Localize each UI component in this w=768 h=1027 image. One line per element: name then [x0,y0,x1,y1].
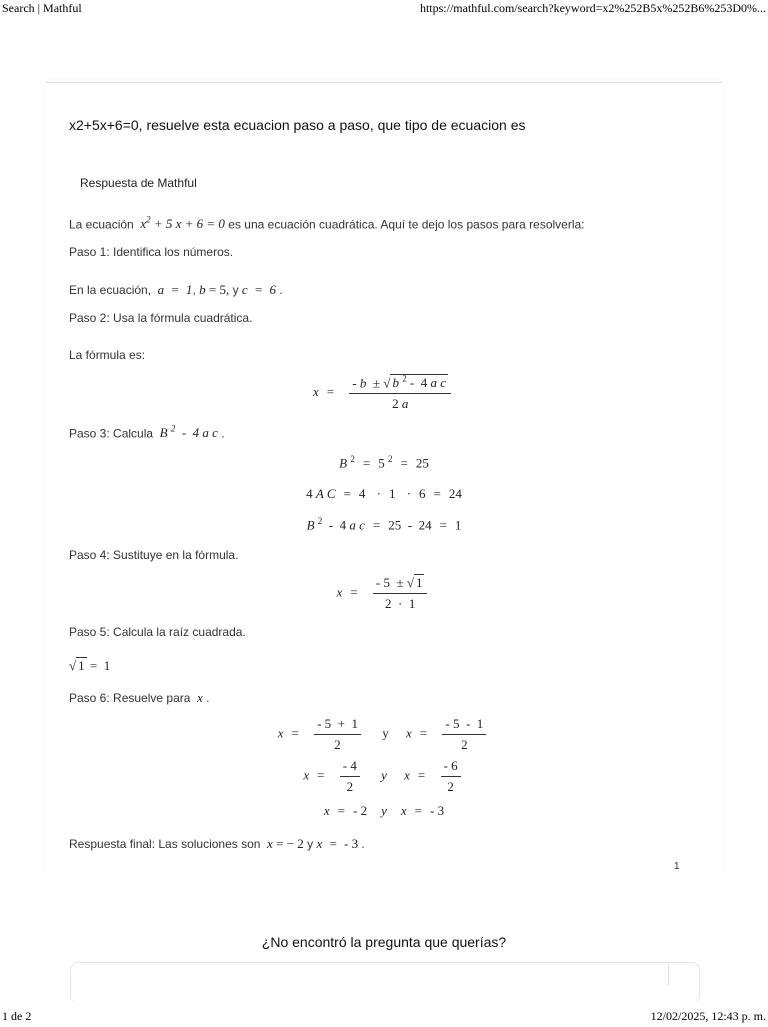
not-found-heading: ¿No encontró la pregunta que querías? [261,934,507,950]
print-url: https://mathful.com/search?keyword=x2%252B5x%252B6%253D0%... [419,1,766,15]
calc-b-squared: B $^2$ = 5 $^2$ = 25 [339,454,429,471]
sqrt-result: √ 1 = 1 [69,658,111,673]
intro-line [69,215,585,232]
final-answer-label: Respuesta final: Las soluciones son [69,837,261,851]
step-5: Paso 5: Calcula la raíz cuadrada. [69,625,246,639]
step-2: Paso 2: Usa la fórmula cuadrática. [69,311,253,325]
calc-4ac: 4 A C = 4 · 1 · 6 = 24 [306,486,462,501]
substituted-formula: x = $\frac{- 5 \pm √ 1}{2 \cdot 1}$ [0,575,768,612]
equation-inline: $x^2 + 5$ x + 6 = 0 [137,215,225,232]
new-question-input[interactable] [70,962,700,1003]
step-3: Paso 3: Calcula B $^2$ - 4 a c . [69,424,225,441]
solve-split: x = $\frac{- 5 + 1}{2}$ y x = $\frac{- 5 - 1}{2}$ [0,716,768,753]
page-number: 1 [674,861,680,872]
print-title: Search | Mathful [2,1,82,15]
print-datetime: 12/02/2025, 12:43 p. m. [650,1009,766,1023]
step-6-label: Paso 6: Resuelve para [69,691,191,705]
step-4: Paso 4: Sustituye en la fórmula. [69,548,239,562]
step-3-label: Paso 3: Calcula [69,426,154,441]
question-text: x2+5x+6=0, resuelve esta ecuacion paso a paso, que tipo de ecuacion es [69,117,526,133]
quadratic-formula: x = $\frac{- b \pm √ b ^2 - 4 a c}{2 a}$ [0,374,768,412]
print-footer [0,1009,768,1027]
solve-fractions: x = $\frac{- 4}{2}$ y x = $\frac{- 6}{2}$ [0,758,768,795]
step-1: Paso 1: Identifica los números. [69,245,234,259]
solve-results: x = - 2 y x = - 3 [323,803,445,818]
print-header [0,1,768,19]
input-divider [668,963,669,985]
final-answer: Respuesta final: Las soluciones son x = − 2 y x = - 3 . [69,836,365,851]
step-1-detail: En la ecuación, a = 1, b = 5, y c = 6 . [69,282,283,297]
answer-card [46,82,722,873]
answer-heading: Respuesta de Mathful [80,176,197,190]
step-6: Paso 6: Resuelve para x . [69,690,210,705]
print-page-count: 1 de 2 [2,1009,32,1023]
intro-suffix: es una ecuación cuadrática. Aquí te dejo los pasos para resolverla: [228,217,585,232]
formula-label: La fórmula es: [69,348,146,362]
step-1-detail-prefix: En la ecuación, [69,283,152,297]
coefficients-math: a = 1 [154,282,193,297]
calc-discriminant: B $^2$ - 4 a c = 25 - 24 = 1 [306,516,462,533]
intro-prefix: La ecuación [69,217,134,232]
